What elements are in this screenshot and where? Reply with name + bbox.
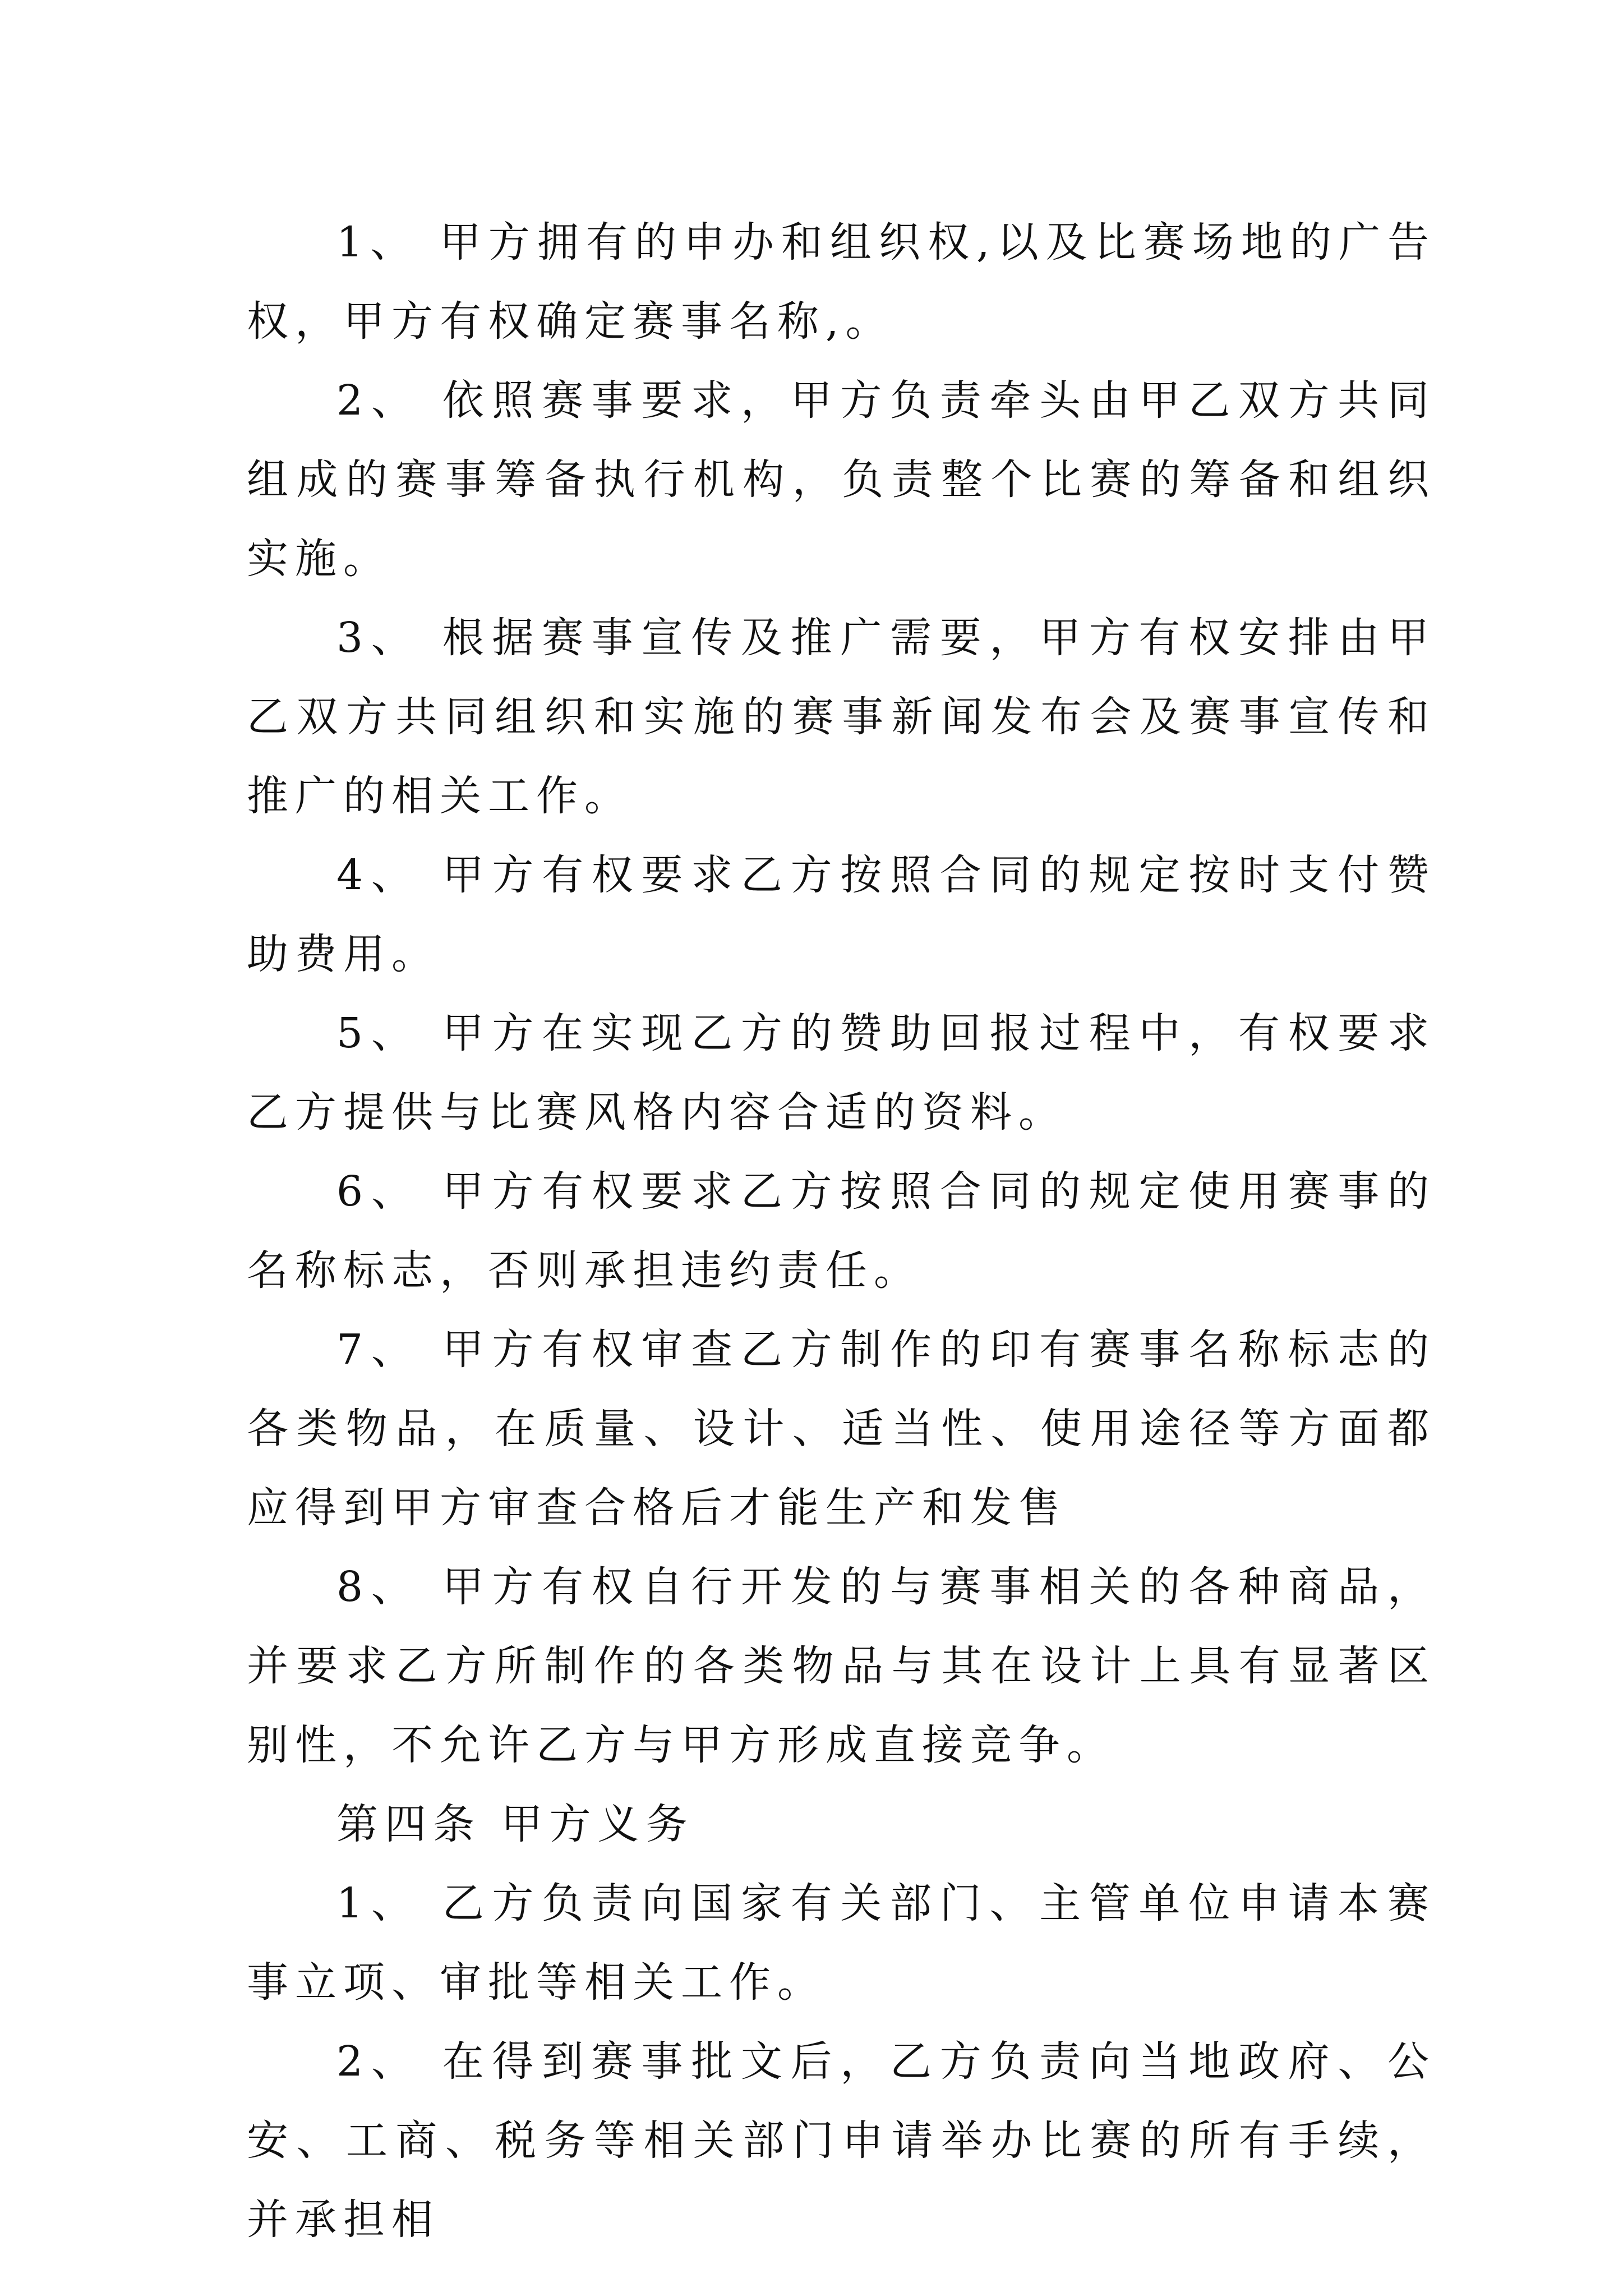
contract-text <box>247 203 1436 2260</box>
clause-5: 5、 甲方在实现乙方的赞助回报过程中，有权要求乙方提供与比赛风格内容合适的资料。 <box>247 1009 1436 1137</box>
clause-1: 1、 甲方拥有的申办和组织权,以及比赛场地的广告权，甲方有权确定赛事名称,。 <box>247 218 1436 346</box>
clause-8: 8、 甲方有权自行开发的与赛事相关的各种商品，并要求乙方所制作的各类物品与其在设计上具有显著区别性，不允许乙方与甲方形成直接竞争。 <box>247 1563 1436 1769</box>
obligation-2: 2、 在得到赛事批文后，乙方负责向当地政府、公安、工商、税务等相关部门申请举办比赛的所有手续，并承担相 <box>247 2037 1436 2244</box>
clause-3: 3、 根据赛事宣传及推广需要，甲方有权安排由甲乙双方共同组织和实施的赛事新闻发布会及赛事宣传和推广的相关工作。 <box>247 614 1436 820</box>
clause-2: 2、 依照赛事要求，甲方负责牵头由甲乙双方共同组成的赛事筹备执行机构，负责整个比赛的筹备和组织实施。 <box>247 376 1436 583</box>
section-heading: 第四条 甲方义务 <box>336 1800 694 1848</box>
clause-6: 6、 甲方有权要求乙方按照合同的规定使用赛事的名称标志，否则承担违约责任。 <box>247 1167 1436 1295</box>
clause-7: 7、 甲方有权审查乙方制作的印有赛事名称标志的各类物品，在质量、设计、适当性、使用途径等方面都应得到甲方审查合格后才能生产和发售 <box>247 1326 1436 1532</box>
clause-4: 4、 甲方有权要求乙方按照合同的规定按时支付赞助费用。 <box>247 851 1436 978</box>
obligation-1: 1、 乙方负责向国家有关部门、主管单位申请本赛事立项、审批等相关工作。 <box>247 1879 1436 2007</box>
